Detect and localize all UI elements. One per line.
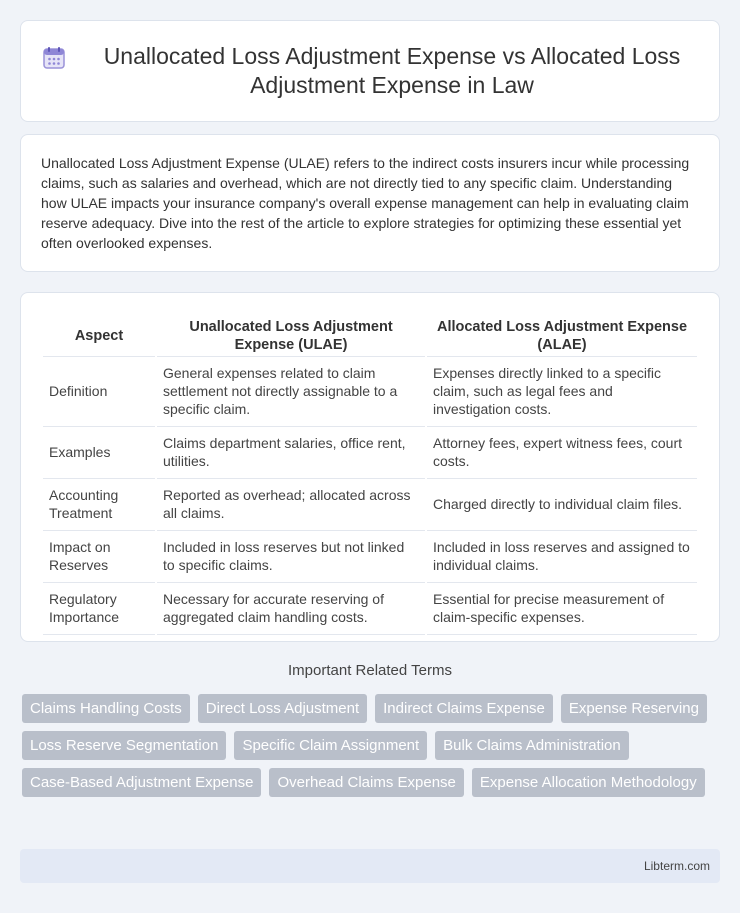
table-cell-ulae: Claims department salaries, office rent, utilities. (157, 427, 425, 479)
table-cell-ulae: General expenses related to claim settlement not directly assignable to a specific claim. (157, 357, 425, 427)
header-card (20, 20, 720, 122)
table-row (43, 357, 697, 427)
related-term-tag[interactable]: Specific Claim Assignment (234, 731, 427, 760)
table-row (43, 531, 697, 583)
related-term-tag[interactable]: Indirect Claims Expense (375, 694, 553, 723)
table-cell-aspect: Examples (43, 427, 155, 479)
related-term-tag[interactable]: Direct Loss Adjustment (198, 694, 367, 723)
table-cell-ulae: Reported as overhead; allocated across all claims. (157, 479, 425, 531)
page-title: Unallocated Loss Adjustment Expense vs Allocated Loss Adjustment Expense in Law (103, 43, 681, 98)
comparison-table (41, 311, 699, 635)
related-terms-list (22, 694, 722, 797)
table-row (43, 479, 697, 531)
table-cell-ulae: Included in loss reserves but not linked to specific claims. (157, 531, 425, 583)
table-cell-alae: Expenses directly linked to a specific claim, such as legal fees and investigation costs. (427, 357, 697, 427)
column-header-alae: Allocated Loss Adjustment Expense (ALAE) (427, 311, 697, 357)
table-cell-aspect: Accounting Treatment (43, 479, 155, 531)
table-row (43, 427, 697, 479)
related-term-tag[interactable]: Expense Reserving (561, 694, 707, 723)
calendar-icon (41, 45, 67, 71)
table-row (43, 583, 697, 635)
related-term-tag[interactable]: Case-Based Adjustment Expense (22, 768, 261, 797)
related-term-tag[interactable]: Expense Allocation Methodology (472, 768, 705, 797)
related-term-tag[interactable]: Claims Handling Costs (22, 694, 190, 723)
table-cell-aspect: Regulatory Importance (43, 583, 155, 635)
column-header-aspect: Aspect (43, 311, 155, 357)
intro-paragraph: Unallocated Loss Adjustment Expense (ULAE) refers to the indirect costs insurers incur while processing claims, such as salaries and overhead, which are not directly tied to any specific claim. Understanding how ULAE impacts your insurance company's overall expense management can help in evaluating claim reserve adequacy. Dive into the rest of the article to explore strategies for optimizing these essential yet often overlooked expenses. (41, 155, 690, 251)
footer (20, 849, 720, 883)
table-cell-aspect: Impact on Reserves (43, 531, 155, 583)
intro-card (20, 134, 720, 272)
related-term-tag[interactable]: Bulk Claims Administration (435, 731, 629, 760)
table-cell-aspect: Definition (43, 357, 155, 427)
table-header-row (43, 311, 697, 357)
column-header-ulae: Unallocated Loss Adjustment Expense (ULAE) (157, 311, 425, 357)
table-cell-ulae: Necessary for accurate reserving of aggregated claim handling costs. (157, 583, 425, 635)
related-terms-heading: Important Related Terms (288, 662, 452, 679)
comparison-table-card (20, 292, 720, 642)
related-term-tag[interactable]: Overhead Claims Expense (269, 768, 463, 797)
table-cell-alae: Essential for precise measurement of claim-specific expenses. (427, 583, 697, 635)
table-cell-alae: Charged directly to individual claim files. (427, 479, 697, 531)
table-cell-alae: Included in loss reserves and assigned to individual claims. (427, 531, 697, 583)
footer-brand-link[interactable]: Libterm.com (643, 859, 710, 873)
table-cell-alae: Attorney fees, expert witness fees, court costs. (427, 427, 697, 479)
related-term-tag[interactable]: Loss Reserve Segmentation (22, 731, 226, 760)
